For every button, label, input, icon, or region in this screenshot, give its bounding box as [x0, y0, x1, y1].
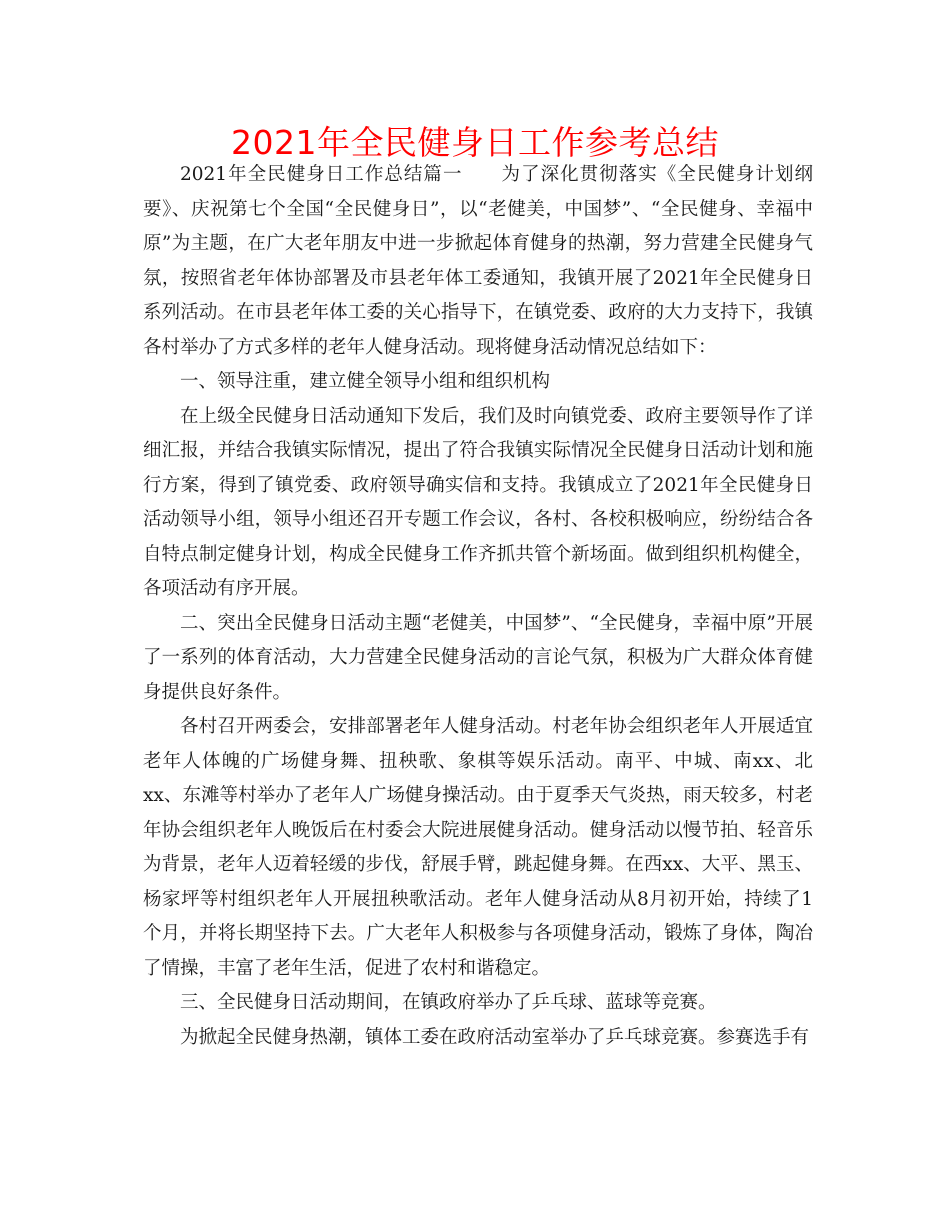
section-heading-2: 二、突出全民健身日活动主题“老健美，中国梦”、“全民健身，幸福中原”开展了一系列的体育活动，大力营建全民健身活动的言论气氛，积极为广大群众体育健身提供良好条件。 [143, 612, 813, 703]
paragraph-leadership: 在上级全民健身日活动通知下发后，我们及时向镇党委、政府主要领导作了详细汇报，并结合我镇实际情况，提出了符合我镇实际情况全民健身日活动计划和施行方案，得到了镇党委、政府领导确实信和支持。我镇成立了2021年全民健身日活动领导小组，领导小组还召开专题工作会议，各村、各校积极响应，纷纷结合各自特点制定健身计划，构成全民健身工作齐抓共管个新场面。做到组织机构健全，各项活动有序开展。 [143, 405, 813, 599]
section-heading-1: 一、领导注重，建立健全领导小组和组织机构 [180, 371, 551, 392]
paragraph-village-activities: 各村召开两委会，安排部署老年人健身活动。村老年协会组织老年人开展适宜老年人体魄的广场健身舞、扭秧歌、象棋等娱乐活动。南平、中城、南xx、北xx、东滩等村举办了老年人广场健身操活动。由于夏季天气炎热，雨天较多，村老年协会组织老年人晚饭后在村委会大院进展健身活动。健身活动以慢节拍、轻音乐为背景，老年人迈着轻缓的步伐，舒展手臂，跳起健身舞。在西xx、大平、黑玉、杨家坪等村组织老年人开展扭秧歌活动。老年人健身活动从8月初开始，持续了1个月，并将长期坚持下去。广大老年人积极参与各项健身活动，锻炼了身体，陶冶了情操，丰富了老年生活，促进了农村和谐稳定。 [143, 716, 813, 979]
paragraph-table-tennis: 为掀起全民健身热潮，镇体工委在政府活动室举办了乒乓球竞赛。参赛选手有 [180, 1026, 810, 1048]
document-title: 2021年全民健身日工作参考总结 [231, 123, 719, 162]
paragraph-intro: 2021年全民健身日工作总结篇一 为了深化贯彻落实《全民健身计划纲要》、庆祝第七个全国“全民健身日”，以“老健美，中国梦”、“全民健身、幸福中原”为主题，在广大老年朋友中进一步掀起体育健身的热潮，努力营建全民健身气氛，按照省老年体协部署及市县老年体工委通知，我镇开展了2021年全民健身日系列活动。在市县老年体工委的关心指导下，在镇党委、政府的大力支持下，我镇各村举办了方式多样的老年人健身活动。现将健身活动情况总结如下： [143, 164, 813, 358]
document-body [143, 158, 813, 1055]
section-heading-3: 三、全民健身日活动期间，在镇政府举办了乒乓球、蓝球等竞赛。 [180, 992, 717, 1013]
